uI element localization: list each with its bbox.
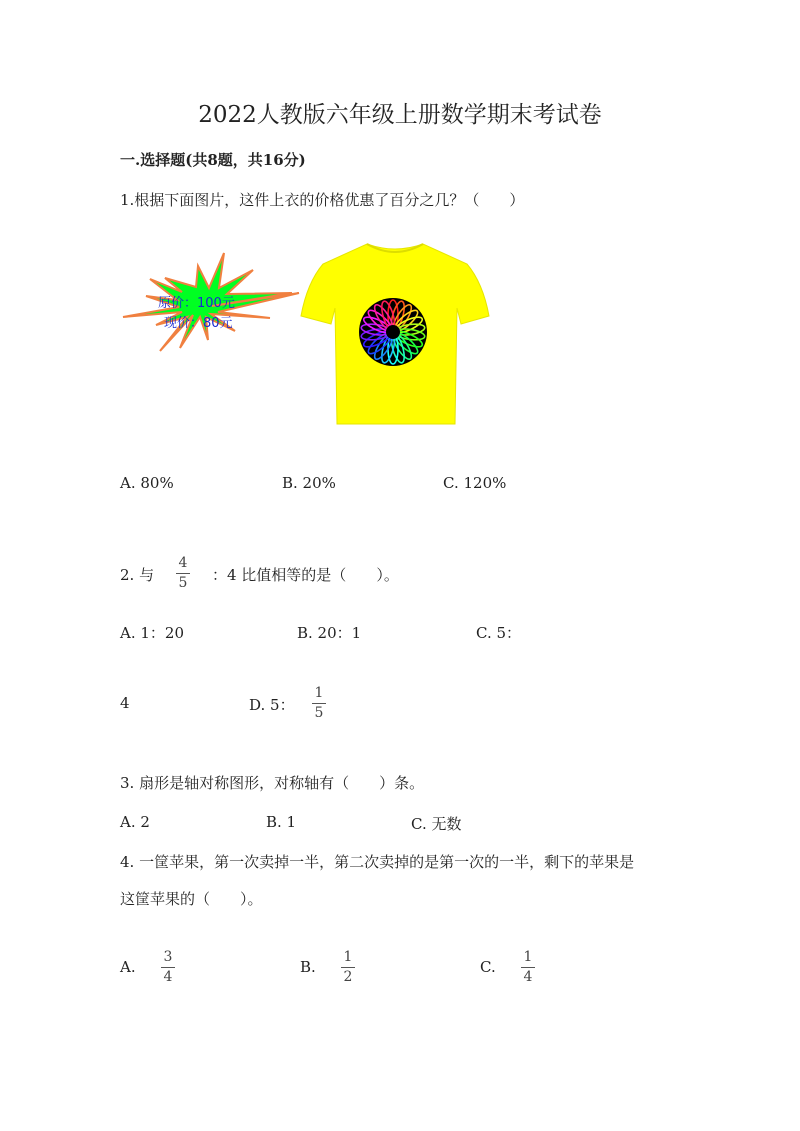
q2-option-c-continued: 4 [120, 694, 130, 712]
fraction-numerator: 1 [343, 949, 353, 965]
question-2-suffix: ：4 比值相等的是（ ）。 [212, 566, 399, 584]
q4-option-c[interactable]: C. [480, 958, 496, 976]
question-2-prefix: 2. 与 [120, 566, 155, 584]
fraction-denominator: 4 [163, 969, 173, 985]
yellow-tshirt-icon [297, 238, 493, 428]
q4-option-c-fraction [521, 949, 535, 986]
q2-option-b[interactable]: B. 20：1 [297, 624, 362, 642]
question-2-fraction [176, 555, 190, 592]
fraction-denominator: 2 [343, 969, 353, 985]
fraction-numerator: 1 [314, 685, 324, 701]
fraction-numerator: 4 [178, 555, 188, 571]
q3-option-b[interactable]: B. 1 [266, 813, 297, 831]
q4-option-b[interactable]: B. [300, 958, 316, 976]
sticker-current-price: 现价：80元 [164, 316, 233, 331]
q4-option-b-fraction [341, 949, 355, 986]
q4-option-a-fraction [161, 949, 175, 986]
q2-option-a[interactable]: A. 1：20 [120, 624, 184, 642]
q3-option-c[interactable]: C. 无数 [411, 815, 462, 833]
q3-option-a[interactable]: A. 2 [120, 813, 150, 831]
q1-option-c[interactable]: C. 120% [443, 474, 507, 492]
question-4-line-1: 4. 一筐苹果，第一次卖掉一半，第二次卖掉的是第一次的一半，剩下的苹果是 [120, 853, 635, 871]
q1-option-b[interactable]: B. 20% [282, 474, 336, 492]
page-title: 2022人教版六年级上册数学期末考试卷 [198, 102, 602, 128]
q2-option-c[interactable]: C. 5： [476, 624, 522, 642]
q2-option-d[interactable]: D. 5： [249, 696, 295, 714]
rainbow-flower-emblem-icon [359, 298, 427, 366]
fraction-numerator: 3 [163, 949, 173, 965]
question-3-text: 3. 扇形是轴对称图形，对称轴有（ ）条。 [120, 774, 425, 792]
section-heading: 一.选择题(共8题，共16分) [120, 151, 306, 169]
q1-option-a[interactable]: A. 80% [120, 474, 174, 492]
fraction-denominator: 5 [178, 575, 188, 591]
fraction-numerator: 1 [523, 949, 533, 965]
fraction-denominator: 4 [523, 969, 533, 985]
starburst-sticker-icon [120, 248, 305, 368]
q2-option-d-fraction [312, 685, 326, 722]
fraction-denominator: 5 [314, 705, 324, 721]
question-1-text: 1.根据下面图片，这件上衣的价格优惠了百分之几？（ ） [120, 191, 525, 209]
sticker-original-price: 原价：100元 [158, 296, 235, 311]
q4-option-a[interactable]: A. [120, 958, 136, 976]
question-4-line-2: 这筐苹果的（ ）。 [120, 890, 263, 908]
